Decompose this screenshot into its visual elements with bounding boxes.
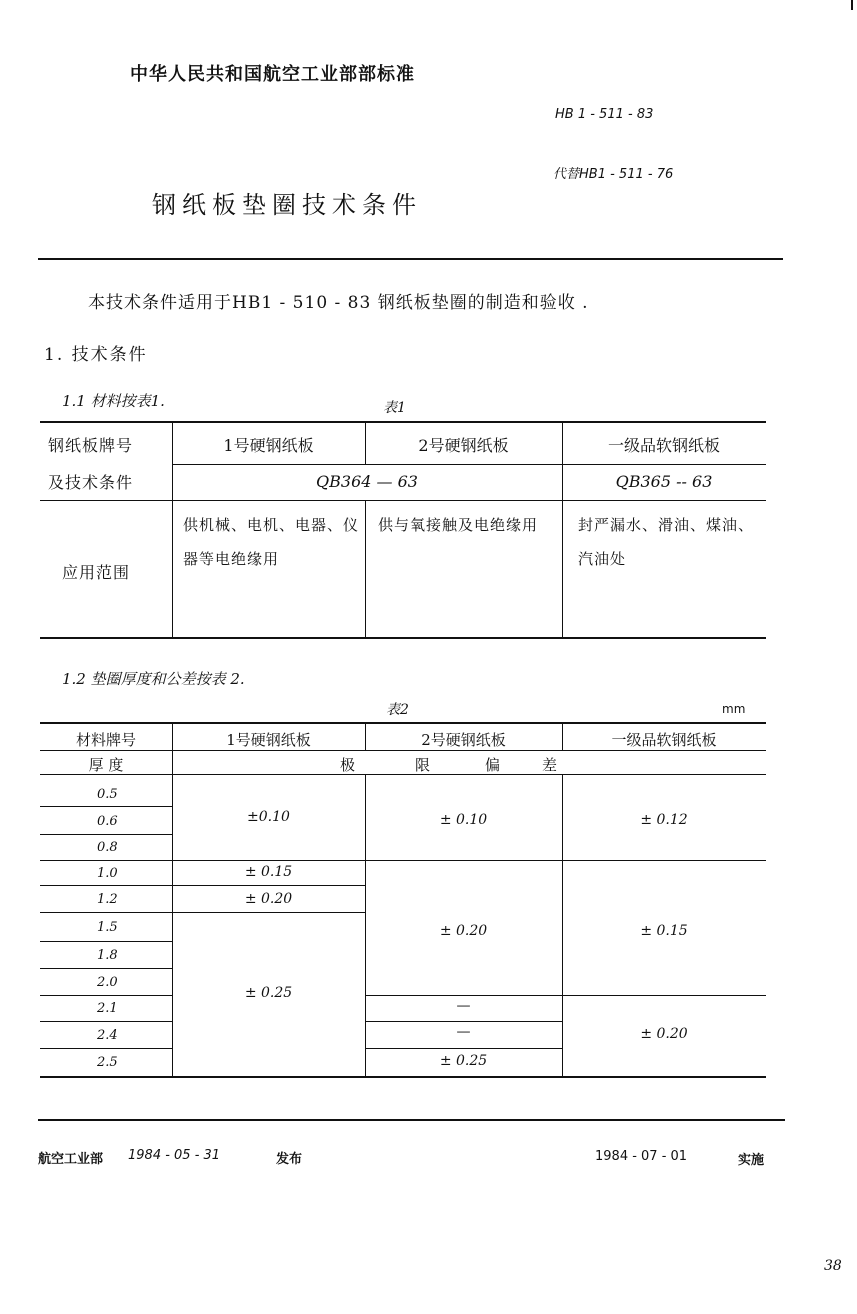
table-2-row-rule <box>40 941 172 942</box>
table-2-col2-value: — <box>456 998 471 1014</box>
table-2-header-brand-1: 1号硬钢纸板 <box>226 731 311 749</box>
table-1-brand-2: 2号硬钢纸板 <box>418 436 509 455</box>
table-2-header-material: 材料牌号 <box>75 731 136 749</box>
footer-divider <box>38 1119 785 1121</box>
table-2-row-rule <box>365 995 766 996</box>
footer-publish-label: 发布 <box>276 1152 303 1167</box>
table-1-top-rule <box>40 421 766 423</box>
table-2-rule <box>40 750 766 751</box>
section-1-heading: 1. 技术条件 <box>44 345 148 365</box>
table-2-row-rule <box>40 834 172 835</box>
table-2-col3-value: ± 0.20 <box>640 1026 688 1042</box>
table-2-col2-value: — <box>456 1024 471 1040</box>
table-2-row-rule <box>40 885 365 886</box>
table-2-thickness: 0.5 <box>97 787 118 802</box>
table-1-application-3: 封严漏水、滑油、煤油、汽油处 <box>578 516 755 568</box>
table-1-bottom-rule <box>40 637 766 639</box>
table-2-row-rule <box>40 968 172 969</box>
table-2-thickness: 1.0 <box>97 866 118 881</box>
table-2-row-rule <box>365 1021 562 1022</box>
table-1-col-divider <box>365 500 366 639</box>
table-1-brand-1: 1号硬钢纸板 <box>223 436 314 455</box>
table-2-header-brand-3: 一级品软钢纸板 <box>611 731 717 749</box>
table-1-application-1: 供机械、电机、电器、仪器等电绝缘用 <box>183 516 360 568</box>
table-2-bottom-rule <box>40 1076 766 1078</box>
table-2-top-rule <box>40 722 766 724</box>
table-2-col1-value: ± 0.25 <box>244 985 293 1001</box>
table-2-thickness: 1.2 <box>97 892 118 907</box>
table-2-col2-value: ± 0.25 <box>439 1053 488 1069</box>
table-2-thickness: 0.8 <box>97 840 118 855</box>
standard-number: HB 1 - 511 - 83 <box>555 107 654 122</box>
table-2-row-rule <box>40 806 172 807</box>
table-1-rule <box>172 464 766 465</box>
table-1-header-line2: 及技术条件 <box>48 473 134 492</box>
intro-paragraph: 本技术条件适用于HB1 - 510 - 83 钢纸板垫圈的制造和验收 . <box>88 293 589 313</box>
issuing-organization: 中华人民共和国航空工业部部标准 <box>130 64 415 85</box>
footer-implementation-date: 1984 - 07 - 01 <box>595 1149 688 1164</box>
edge-mark <box>851 0 853 10</box>
footer-issuer: 航空工业部 <box>38 1152 104 1167</box>
table-2-thickness: 2.4 <box>97 1028 118 1043</box>
section-1-1-text: 1.1 材料按表1. <box>62 392 165 410</box>
table-2-header-brand-2: 2号硬钢纸板 <box>421 731 506 749</box>
table-2-caption: 表2 <box>386 702 409 718</box>
table-2-row-rule <box>40 912 365 913</box>
header-divider <box>38 258 783 260</box>
table-2-deviation-char-1: 极 <box>340 756 356 774</box>
table-2-thickness: 2.1 <box>97 1001 118 1016</box>
table-2-thickness: 2.0 <box>97 975 118 990</box>
table-2-col1-value: ±0.10 <box>247 809 290 825</box>
document-title: 钢纸板垫圈技术条件 <box>152 191 422 219</box>
table-2-deviation-char-2: 限 <box>415 756 431 774</box>
table-1-caption: 表1 <box>383 400 406 416</box>
table-2-deviation-char-4: 差 <box>542 756 558 774</box>
table-2-thickness-label: 厚 度 <box>88 756 124 774</box>
table-2-unit: mm <box>722 702 746 716</box>
table-2-col3-value: ± 0.15 <box>640 923 688 939</box>
section-1-2-text: 1.2 垫圈厚度和公差按表 2. <box>62 670 245 688</box>
table-1-rule <box>40 500 766 501</box>
footer-issue-date: 1984 - 05 - 31 <box>128 1148 221 1163</box>
table-2-thickness: 0.6 <box>97 814 118 829</box>
table-2-thickness: 2.5 <box>97 1055 118 1070</box>
table-2-col2-value: ± 0.10 <box>439 812 488 828</box>
table-2-col1-value: ± 0.20 <box>244 891 293 907</box>
table-2-row-rule <box>40 1021 172 1022</box>
table-2-col3-value: ± 0.12 <box>640 812 688 828</box>
table-2-row-rule <box>40 860 766 861</box>
page-number: 38 <box>824 1258 842 1274</box>
table-2-thickness: 1.5 <box>97 920 118 935</box>
table-1-standard-2: QB365 -- 63 <box>615 472 713 491</box>
table-1-brand-3: 一级品软钢纸板 <box>607 436 720 455</box>
table-1-standard-1: QB364 — 63 <box>316 472 418 491</box>
footer-implement-label: 实施 <box>738 1153 765 1168</box>
table-1-application-2: 供与氧接触及电绝缘用 <box>378 516 539 534</box>
table-2-row-rule <box>365 1048 562 1049</box>
replaces-standard: 代替HB1 - 511 - 76 <box>553 167 674 182</box>
table-1-header-line1: 钢纸板牌号 <box>48 436 134 455</box>
table-2-row-rule <box>40 1048 172 1049</box>
table-2-col1-value: ± 0.15 <box>244 864 293 880</box>
table-2-col2-value: ± 0.20 <box>439 923 488 939</box>
table-1-application-label: 应用范围 <box>62 563 131 582</box>
table-2-thickness: 1.8 <box>97 948 118 963</box>
table-2-row-rule <box>40 995 172 996</box>
table-2-deviation-char-3: 偏 <box>485 756 501 774</box>
